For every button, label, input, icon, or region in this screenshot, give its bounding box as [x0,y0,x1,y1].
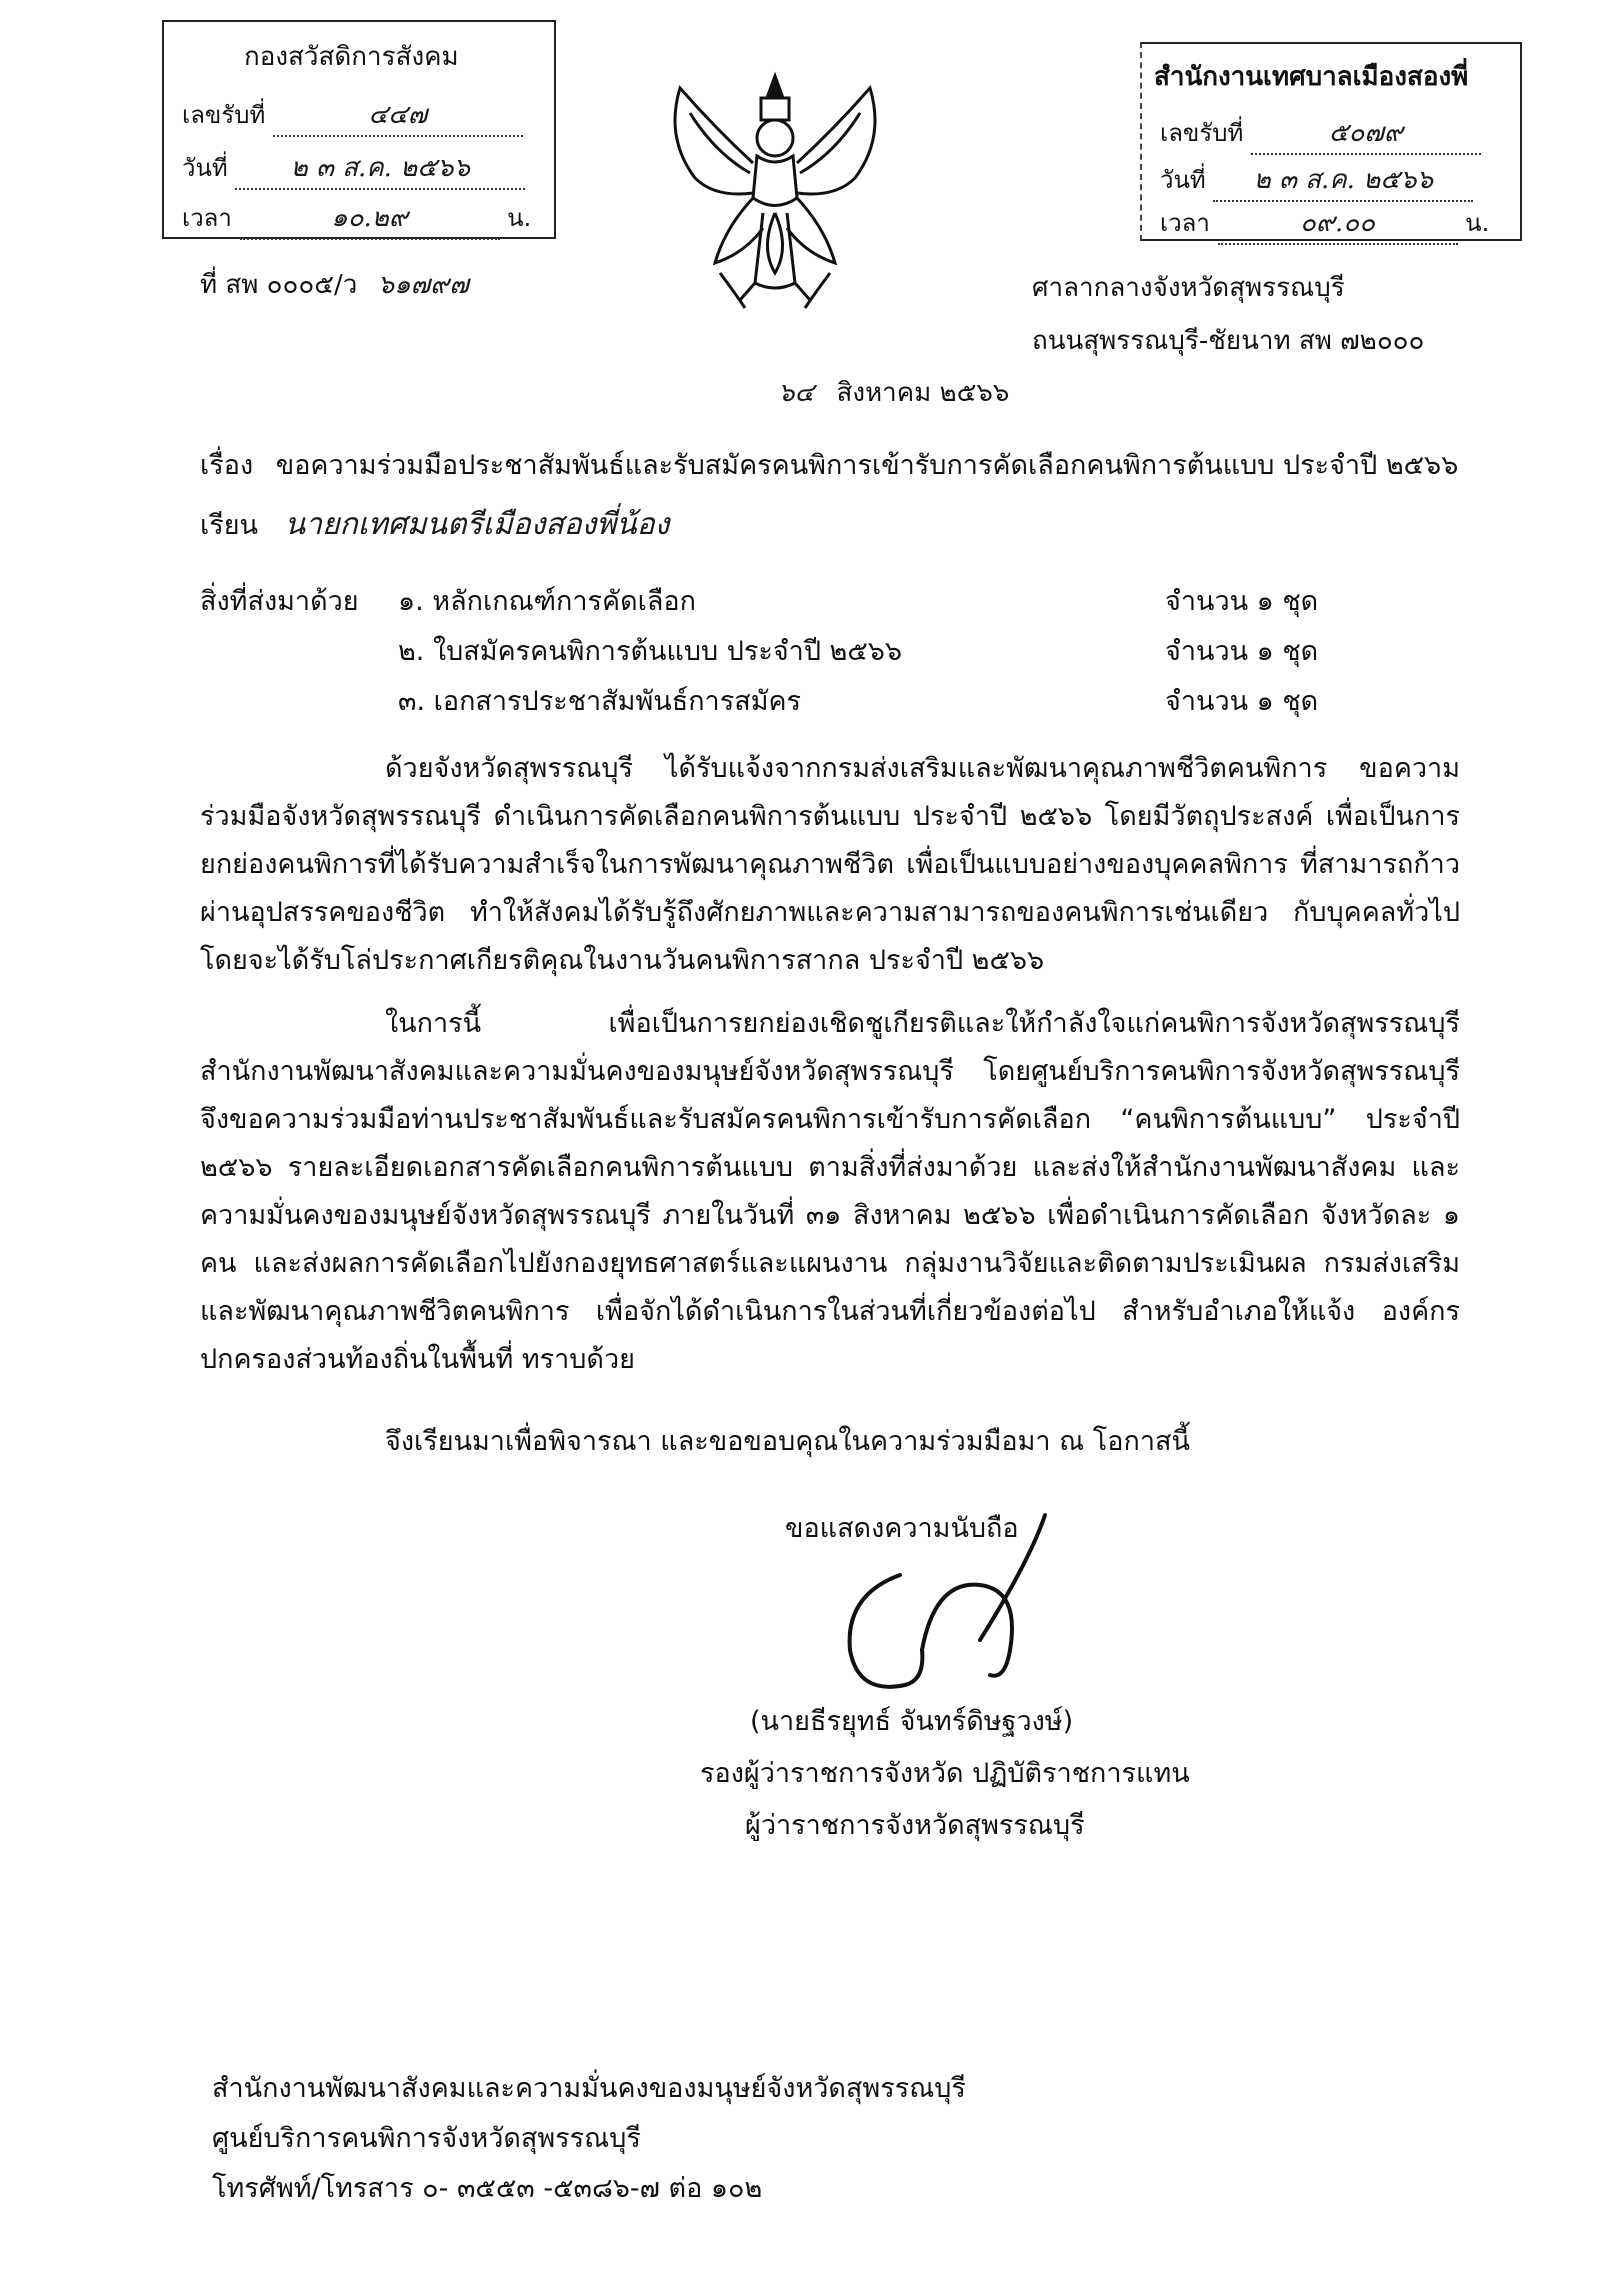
stamp-left-receipt-label: เลขรับที่ [182,101,266,129]
enclosure-item-2: ๒. ใบสมัครคนพิการต้นแบบ ประจำปี ๒๕๖๖ [398,636,903,667]
stamp-left-time-label: เวลา [182,204,232,232]
footer-phone: โทรศัพท์/โทรสาร ๐- ๓๕๕๓ -๕๓๘๖-๗ ต่อ ๑๐๒ [212,2173,763,2204]
sender-address-line1: ศาลากลางจังหวัดสุพรรณบุรี [1032,273,1345,303]
sender-address-line2: ถนนสุพรรณบุรี-ชัยนาท สพ ๗๒๐๐๐ [1032,326,1425,356]
enclosure-item-1: ๑. หลักเกณฑ์การคัดเลือก [398,586,696,617]
footer-center: ศูนย์บริการคนพิการจังหวัดสุพรรณบุรี [212,2123,641,2154]
to-label: เรียน [200,510,259,541]
receiving-stamp-left [162,20,556,239]
enclosure-qty-2: จำนวน ๑ ชุด [1165,636,1319,667]
to-recipient-handwritten: นายกเทศมนตรีเมืองสองพี่น้อง [284,507,670,542]
date-day-handwritten: ๖๔ [778,378,815,408]
stamp-right-date-value: ๒ ๓ ส.ค. ๒๕๖๖ [1213,159,1473,202]
footer-office: สำนักงานพัฒนาสังคมและความมั่นคงของมนุษย์จังหวัดสุพรรณบุรี [212,2073,966,2104]
enclosures-label: สิ่งที่ส่งมาด้วย [200,586,359,617]
body-paragraph-2: ในการนี้ เพื่อเป็นการยกย่องเชิดชูเกียรติและให้กำลังใจแก่คนพิการจังหวัดสุพรรณบุรี สำนักงานพัฒนาสังคมและความมั่นคงของมนุษย์จังหวัดสุพรรณบุรี โดยศูนย์บริการคนพิการจังหวัดสุพรรณบุรี จึงขอความร่วมมือท่านประชาสัมพันธ์และรับสมัครคนพิการเข้ารับการคัดเลือก “คนพิการต้นแบบ” ประจำปี ๒๕๖๖ รายละเอียดเอกสารคัดเลือกคนพิการต้นแบบ ตามสิ่งที่ส่งมาด้วย และส่งให้สำนักงานพัฒนาสังคม และความมั่นคงของมนุษย์จังหวัดสุพรรณบุรี ภายในวันที่ ๓๑ สิงหาคม ๒๕๖๖ เพื่อดำเนินการคัดเลือก จังหวัดละ ๑ คน และส่งผลการคัดเลือกไปยังกองยุทธศาสตร์และแผนงาน กลุ่มงานวิจัยและติดตามประเมินผล กรมส่งเสริมและพัฒนาคุณภาพชีวิตคนพิการ เพื่อจักได้ดำเนินการในส่วนที่เกี่ยวข้องต่อไป สำหรับอำเภอให้แจ้ง องค์กรปกครองส่วนท้องถิ่นในพื้นที่ ทราบด้วย [200,1008,1460,1375]
signer-name: (นายธีรยุทธ์ จันทร์ดิษฐวงษ์) [750,1706,1074,1737]
doc-number: ที่ สพ ๐๐๐๕/ว [200,270,358,300]
enclosure-qty-3: จำนวน ๑ ชุด [1165,686,1319,717]
stamp-left-receipt-value: ๔๔๗ [273,94,523,137]
stamp-left-date-label: วันที่ [182,154,228,182]
stamp-right-time-value: ๐๙.๐๐ [1218,202,1458,245]
signer-title-line2: ผู้ว่าราชการจังหวัดสุพรรณบุรี [745,1810,1085,1841]
body-paragraph-1: ด้วยจังหวัดสุพรรณบุรี ได้รับแจ้งจากกรมส่งเสริมและพัฒนาคุณภาพชีวิตคนพิการ ขอความร่วมมือจังหวัดสุพรรณบุรี ดำเนินการคัดเลือกคนพิการต้นแบบ ประจำปี ๒๕๖๖ โดยมีวัตถุประสงค์ เพื่อเป็นการยกย่องคนพิการที่ได้รับความสำเร็จในการพัฒนาคุณภาพชีวิต เพื่อเป็นแบบอย่างของบุคคลพิการ ที่สามารถก้าวผ่านอุปสรรคของชีวิต ทำให้สังคมได้รับรู้ถึงศักยภาพและความสามารถของคนพิการเช่นเดียว กับบุคคลทั่วไป โดยจะได้รับโล่ประกาศเกียรติคุณในงานวันคนพิการสากล ประจำปี ๒๕๖๖ [200,753,1460,976]
stamp-left-time-unit: น. [507,204,532,232]
stamp-left-title: กองสวัสดิการสังคม [244,42,459,72]
stamp-right-receipt-label: เลขรับที่ [1160,119,1244,147]
date-text: สิงหาคม ๒๕๖๖ [836,378,1010,408]
stamp-right-receipt-value: ๕๐๗๙ [1251,112,1481,155]
enclosure-item-3: ๓. เอกสารประชาสัมพันธ์การสมัคร [398,686,802,717]
stamp-right-title: สำนักงานเทศบาลเมืองสองพี่ [1154,62,1469,92]
closing-line: จึงเรียนมาเพื่อพิจารณา และขอขอบคุณในความร่วมมือมา ณ โอกาสนี้ [385,1426,1190,1457]
stamp-right-time-label: เวลา [1160,209,1210,237]
signature-mark [830,1500,1090,1700]
regards-line: ขอแสดงความนับถือ [785,1513,1019,1544]
enclosure-qty-1: จำนวน ๑ ชุด [1165,586,1319,617]
signer-title-line1: รองผู้ว่าราชการจังหวัด ปฏิบัติราชการแทน [700,1758,1190,1789]
stamp-right-date-label: วันที่ [1160,166,1206,194]
stamp-left-time-value: ๑๐.๒๙ [240,197,500,240]
garuda-emblem-icon [655,68,895,313]
receiving-stamp-right [1140,42,1522,241]
subject-label: เรื่อง [200,450,254,481]
stamp-right-time-unit: น. [1465,209,1490,237]
stamp-left-date-value: ๒ ๓ ส.ค. ๒๕๖๖ [235,147,525,190]
subject-text: ขอความร่วมมือประชาสัมพันธ์และรับสมัครคนพิการเข้ารับการคัดเลือกคนพิการต้นแบบ ประจำปี ๒๕๖๖ [275,450,1459,481]
doc-number-handwritten: ๖๑๗๙๗ [377,270,469,300]
